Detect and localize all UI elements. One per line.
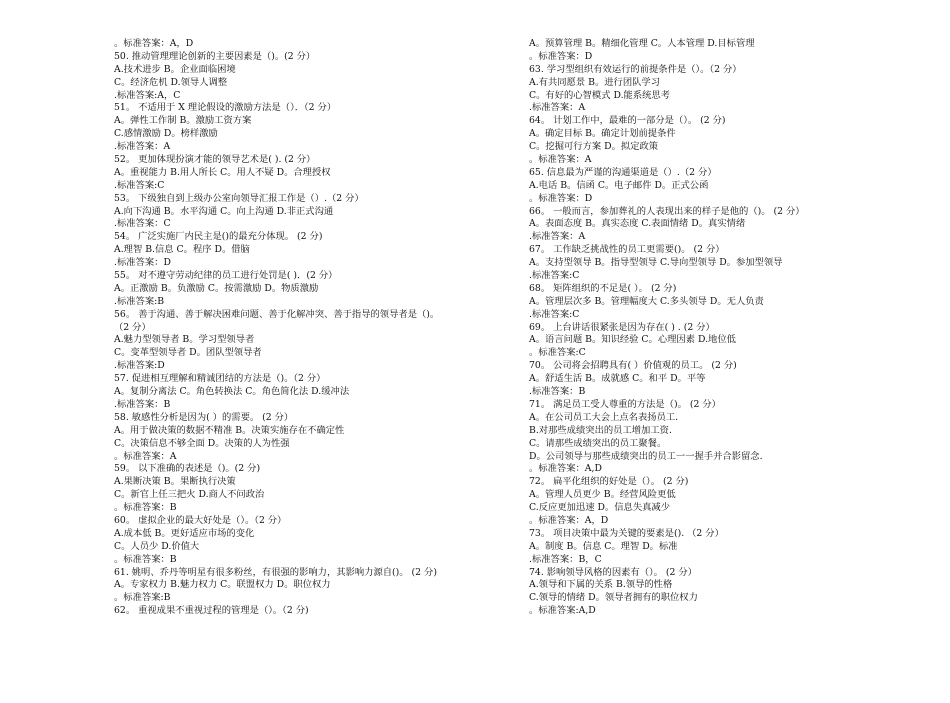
answer-line: 。标准答案:B <box>114 592 171 604</box>
question-line: 67。 工作缺乏挑战性的员工更需要()。 (2 分） <box>529 244 725 256</box>
answer-line: .标准答案：B <box>529 386 586 398</box>
answer-line: 。标准答案：A <box>114 450 177 462</box>
text-line: （2 分） <box>114 321 151 333</box>
option-line: C。经济危机 D.领导人调整 <box>114 76 228 88</box>
option-line: A。制度 B。信息 C。理智 D。标准 <box>529 540 678 552</box>
option-line: A。复制分离法 C。角色转换法 C。角色简化法 D.缓冲法 <box>114 386 350 398</box>
question-line: 69。 上台讲话很紧张是因为存在( ) . (2 分） <box>529 321 715 333</box>
question-line: 55。 对不遵守劳动纪律的员工进行处罚是( )．(2 分） <box>114 270 338 282</box>
option-line: C。有好的心智模式 D.能系统思考 <box>529 89 671 101</box>
question-line: 57. 促进相互理解和精诚团结的方法是（)。（2 分） <box>114 373 326 385</box>
answer-line: 。标准答案:A,D <box>529 605 596 617</box>
question-line: 54。 广泛实施厂内民主是()的最充分体现。 (2 分) <box>114 231 323 243</box>
question-line: 52。 更加体现扮演才能的领导艺术是( ). (2 分） <box>114 154 316 166</box>
option-line: C。变革型领导者 D。团队型领导者 <box>114 347 262 359</box>
answer-line: 。标准答案：A，D <box>114 38 194 49</box>
option-line: A。正激励 B。负激励 C。按需激励 D。物质激励 <box>114 282 319 294</box>
answer-line: 。标准答案：D <box>529 192 593 204</box>
left-column <box>114 38 486 618</box>
answer-line: 。标准答案:C <box>529 347 586 359</box>
option-line: A。弹性工作制 B。激励工资方案 <box>114 115 252 127</box>
option-line: C。请那些成绩突出的员工聚餐。 <box>529 437 667 449</box>
option-line: C.反应更加迅速 D。信息失真减少 <box>529 502 671 514</box>
question-line: 53。 下级独自到上级办公室向领导汇报工作是（）.（2 分） <box>114 192 364 204</box>
option-line: D。公司领导与那些成绩突出的员工一一握手并合影留念. <box>529 450 763 462</box>
question-line: 61. 姚明、乔丹等明星有很多粉丝，有很强的影响力，其影响力源自()。 (2 分) <box>114 566 437 578</box>
option-line: A.魅力型领导者 B。学习型领导者 <box>114 334 255 346</box>
question-line: 50. 推动管理理论创新的主要因素是（)。(2 分） <box>114 50 316 62</box>
answer-line: 。标准答案：B <box>114 502 177 514</box>
option-line: A.技术进步 B。企业面临困境 <box>114 63 236 75</box>
right-column <box>529 38 859 618</box>
question-line: 72。 扁平化组织的好处是（）。 (2 分) <box>529 476 689 488</box>
option-line: A。重视能力 B.用人所长 C。用人不疑 D。合理授权 <box>114 166 331 178</box>
option-line: A。舒适生活 B。成就感 C。和平 D。平等 <box>529 373 706 385</box>
question-line: 60。 虚拟企业的最大好处是（）。（2 分） <box>114 514 287 526</box>
answer-line: .标准答案：D <box>114 257 171 269</box>
option-line: A。表面态度 B。真实态度 C.表面情绪 D。真实情绪 <box>529 218 746 230</box>
option-line: A.电话 B。信函 C。电子邮件 D。正式公函 <box>529 179 709 191</box>
option-line: A。预算管理 B。精细化管理 C。人本管理 D.目标管理 <box>529 38 755 49</box>
option-line: C。人员少 D.价值大 <box>114 540 200 552</box>
answer-line: .标准答案：C <box>114 218 171 230</box>
option-line: A.领导和下属的关系 B.领导的性格 <box>529 579 673 591</box>
answer-line: .标准答案：B，C <box>529 553 602 565</box>
option-line: C。挖掘可行方案 D。拟定政策 <box>529 141 659 153</box>
option-line: A.理智 B.信息 C。程序 D。借脑 <box>114 244 250 256</box>
answer-line: .标准答案:D <box>114 360 165 372</box>
option-line: C。决策信息不够全面 D。决策的人为性强 <box>114 437 290 449</box>
option-line: A。在公司员工大会上点名表扬员工. <box>529 411 679 423</box>
question-line: 66。 一般而言，参加葬礼的人表现出来的样子是他的（)。 (2 分） <box>529 205 805 217</box>
answer-line: .标准答案:C <box>114 179 165 191</box>
option-line: A。专家权力 B.魅力权力 C。联盟权力 D。职位权力 <box>114 579 331 591</box>
question-line: 68。 矩阵组织的不足是( ）。 (2 分) <box>529 282 677 294</box>
answer-line: .标准答案:A，C <box>114 89 181 101</box>
option-line: C.感情激励 D。榜样激励 <box>114 128 218 140</box>
question-line: 64。 计划工作中，最难的一部分是（）。 (2 分) <box>529 115 726 127</box>
question-line: 65. 信息最为严谨的沟通渠道是（）.（2 分） <box>529 166 717 178</box>
question-line: 73。 项目决策中最为关键的要素是(). （2 分） <box>529 527 724 539</box>
answer-line: .标准答案:C <box>529 270 580 282</box>
option-line: A.成本低 B。更好适应市场的变化 <box>114 527 255 539</box>
answer-line: .标准答案：A <box>114 141 171 153</box>
answer-line: .标准答案:B <box>114 295 165 307</box>
answer-line: 。标准答案：D <box>529 50 593 62</box>
answer-line: 。标准答案：A <box>529 154 592 166</box>
option-line: A.向下沟通 B。水平沟通 C。向上沟通 D.非正式沟通 <box>114 205 334 217</box>
question-line: 71。 满足员工受人尊重的方法是（)。 (2 分） <box>529 398 721 410</box>
option-line: A。支持型领导 B。指导型领导 C.导向型领导 D。参加型领导 <box>529 257 783 269</box>
answer-line: .标准答案:C <box>529 308 580 320</box>
option-line: A.有共同愿景 B。进行团队学习 <box>529 76 661 88</box>
question-line: 62。 重视成果不重视过程的管理是（）。（2 分) <box>114 605 309 617</box>
option-line: B.对那些成绩突出的员工增加工资. <box>529 424 672 436</box>
option-line: A.果断决策 B。果断执行决策 <box>114 476 236 488</box>
option-line: A。用于做决策的数据不精准 B。决策实施存在不确定性 <box>114 424 345 436</box>
answer-line: .标准答案：A <box>529 231 586 243</box>
answer-line: 。标准答案：A，D <box>529 514 609 526</box>
option-line: A。管理层次多 B。管理幅度大 C.多头领导 D。无人负责 <box>529 295 764 307</box>
option-line: A。管理人员更少 B。经营风险更低 <box>529 489 676 501</box>
question-line: 63. 学习型组织有效运行的前提条件是（）。（2 分） <box>529 63 742 75</box>
option-line: C.领导的情绪 D。领导者拥有的职位权力 <box>529 592 698 604</box>
question-line: 70。 公司将会招聘具有( ）价值观的员工。 (2 分) <box>529 360 737 372</box>
answer-line: .标准答案：A <box>529 102 586 114</box>
option-line: A。确定目标 B。确定计划前提条件 <box>529 128 676 140</box>
answer-line: 。标准答案：B <box>114 553 177 565</box>
option-line: C。新官上任三把火 D.商人不问政治 <box>114 489 265 501</box>
question-line: 58. 敏感性分析是因为( ）的需要。 (2 分） <box>114 411 294 423</box>
question-line: 74. 影响领导风格的因素有（）。 (2 分） <box>529 566 697 578</box>
answer-line: .标准答案：B <box>114 398 171 410</box>
question-line: 56。 善于沟通、善于解决困难问题、善于化解冲突、善于指导的领导者是（)。 <box>114 308 440 320</box>
answer-line: 。标准答案：A,D <box>529 463 602 475</box>
option-line: A。语言问题 B。知识经验 C。心理因素 D.地位低 <box>529 334 736 346</box>
question-line: 51。 不适用于 X 理论假设的激励方法是（）．（2 分） <box>114 102 337 114</box>
question-line: 59。 以下准确的表述是（)。(2 分) <box>114 463 261 475</box>
